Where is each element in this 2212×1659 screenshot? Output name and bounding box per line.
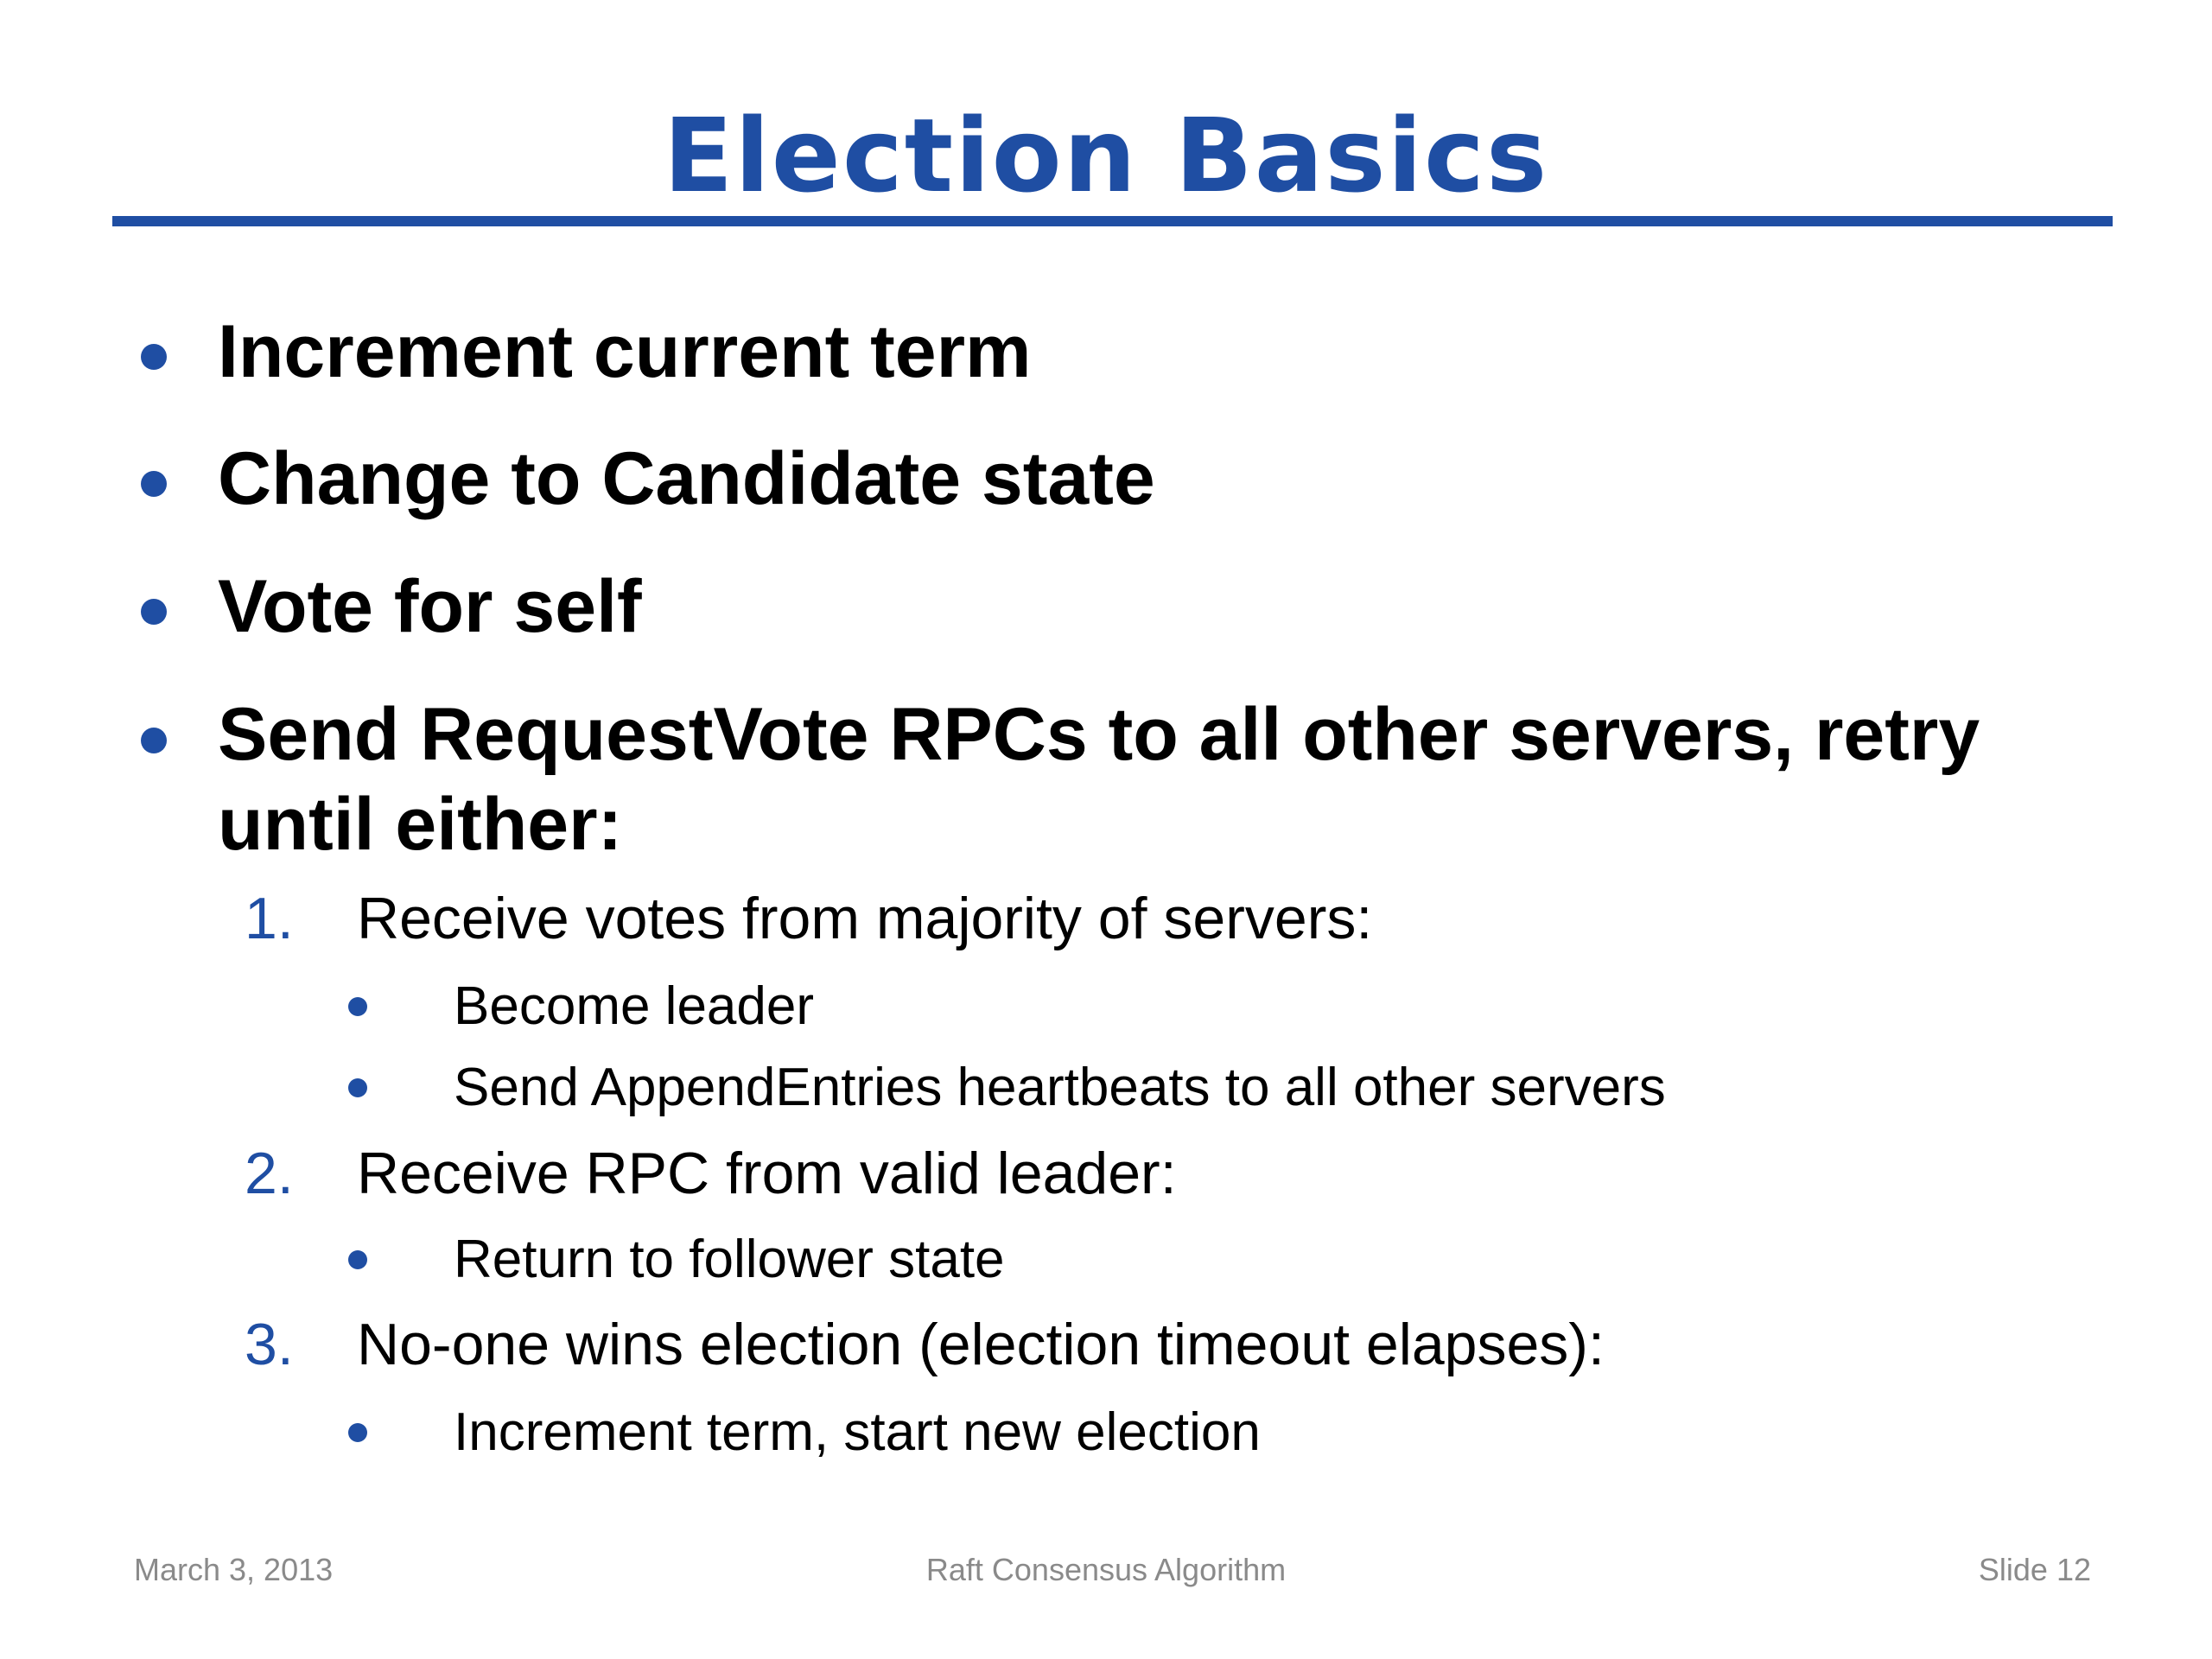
sub-bullet-icon	[348, 1078, 367, 1097]
sub-bullet-icon	[348, 997, 367, 1016]
slide-number: Slide 12	[1978, 1552, 2091, 1587]
step-number: 2.	[245, 1141, 294, 1206]
step-text: Receive votes from majority of servers:	[357, 886, 1373, 951]
sub-bullet-text: Send AppendEntries heartbeats to all other servers	[454, 1058, 1666, 1117]
sub-bullet-text: Return to follower state	[454, 1230, 1005, 1289]
bullet-text: Change to Candidate state	[218, 437, 1155, 520]
bullet-text: Vote for self	[218, 565, 642, 648]
footer-title: Raft Consensus Algorithm	[925, 1552, 1287, 1587]
bullet-icon	[141, 728, 167, 753]
title-underline	[112, 216, 2113, 226]
sub-bullet-text: Increment term, start new election	[454, 1402, 1261, 1462]
bullet-icon	[141, 599, 167, 625]
sub-bullet-icon	[348, 1423, 367, 1442]
footer-date: March 3, 2013	[134, 1552, 334, 1587]
step-text: Receive RPC from valid leader:	[357, 1141, 1177, 1206]
sub-bullet-text: Become leader	[454, 976, 815, 1036]
slide-title: Election Basics	[663, 96, 1549, 215]
sub-bullet-icon	[348, 1250, 367, 1269]
step-number: 3.	[245, 1312, 294, 1377]
bullet-icon	[141, 471, 167, 497]
bullet-text: Send RequestVote RPCs to all other servers, retry until either:	[218, 693, 1980, 866]
step-text: No-one wins election (election timeout elapses):	[357, 1312, 1605, 1377]
bullet-icon	[141, 344, 167, 370]
bullet-text: Increment current term	[218, 310, 1032, 393]
step-number: 1.	[245, 886, 294, 951]
